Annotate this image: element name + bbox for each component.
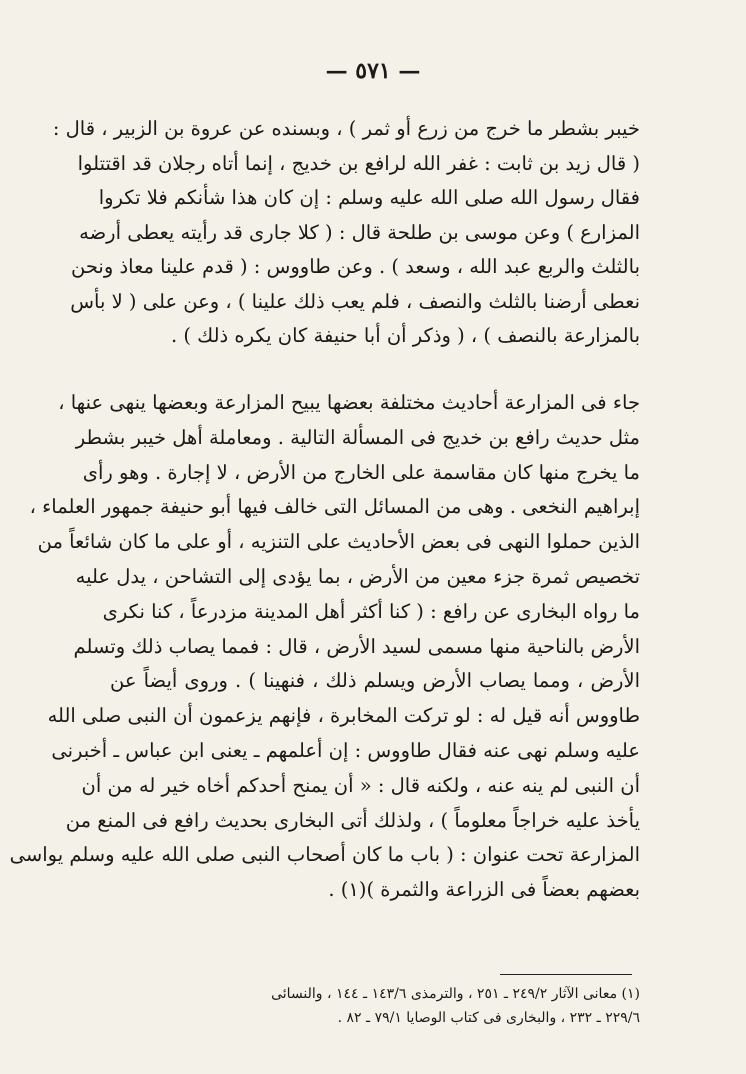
text-line: الأرض ، ومما يصاب الأرض ويسلم ذلك ، فنهينا ) . وروى أيضاً عن — [110, 669, 640, 693]
text-line: ما يخرج منها كان مقاسمة على الخارج من الأرض ، لا إجارة . وهو رأى — [82, 460, 640, 484]
footnote-line: ٢٢٩/٦ ـ ٢٣٢ ، والبخارى فى كتاب الوصايا ٧٩/١ ـ ٨٢ . — [337, 1010, 640, 1026]
text-line: بعضهم بعضاً فى الزراعة والثمرة )(١) . — [328, 878, 640, 902]
text-line: بالثلث والربع عبد الله ، وسعد ) . وعن طاووس : ( قدم علينا معاذ ونحن — [71, 255, 640, 278]
text-line: طاووس أنه قيل له : لو تركت المخابرة ، فإنهم يزعمون أن النبى صلى الله — [47, 704, 640, 728]
page-number: — ٥٧١ — — [325, 58, 421, 84]
text-line: المزارع ) وعن موسى بن طلحة قال : ( كلا جارى قد رأيته يعطى أرضه — [79, 220, 640, 244]
paragraph-hadith-citations — [52, 112, 640, 354]
text-line: إبراهيم النخعى . وهى من المسائل التى خالف فيها أبو حنيفة جمهور العلماء ، — [29, 495, 640, 519]
text-line: أن النبى لم ينه عنه ، ولكنه قال : « أن يمنح أحدكم أخاه خير له من أن — [81, 773, 640, 797]
footnote-divider — [500, 974, 632, 975]
text-line: يأخذ عليه خراجاً معلوماً ) ، ولذلك أتى البخارى بحديث رافع فى المنع من — [65, 808, 640, 832]
text-line: نعطى أرضنا بالثلث والنصف ، فلم يعب ذلك علينا ) ، وعن على ( لا بأس — [70, 289, 640, 313]
text-line: عليه وسلم نهى عنه فقال طاووس : إن أعلمهم ـ يعنى ابن عباس ـ أخبرنى — [51, 738, 640, 762]
footnote — [110, 982, 640, 1030]
paragraph-commentary — [9, 386, 640, 908]
text-line: ( قال زيد بن ثابت : غفر الله لرافع بن خديج ، إنما أتاه رجلان قد اقتتلوا — [77, 151, 640, 175]
text-line: جاء فى المزارعة أحاديث مختلفة بعضها يبيح المزارعة وبعضها ينهى عنها ، — [58, 391, 640, 414]
text-line: خيبر بشطر ما خرج من زرع أو ثمر ) ، وبسنده عن عروة بن الزبير ، قال : — [52, 117, 640, 140]
text-line: الذين حملوا النهى فى بعض الأحاديث على التنزيه ، أو على ما كان شائعاً من — [37, 530, 640, 554]
text-line: بالمزارعة بالنصف ) ، ( وذكر أن أبا حنيفة كان يكره ذلك ) . — [170, 324, 640, 347]
text-line: الأرض بالناحية منها مسمى لسيد الأرض ، قال : فمما يصاب ذلك وتسلم — [73, 634, 640, 658]
text-line: فقال رسول الله صلى الله عليه وسلم : إن كان هذا شأنكم فلا تكروا — [98, 186, 640, 209]
text-line: ما رواه البخارى عن رافع : ( كنا أكثر أهل المدينة مزدرعاً ، كنا نكرى — [102, 599, 640, 623]
footnote-line: (١) معانى الآثار ٢٤٩/٢ ـ ٢٥١ ، والترمذى ١٤٣/٦ ـ ١٤٤ ، والنسائى — [271, 986, 640, 1002]
text-line: المزارعة تحت عنوان : ( باب ما كان أصحاب النبى صلى الله عليه وسلم يواسى — [9, 843, 640, 867]
text-line: مثل حديث رافع بن خديج فى المسألة التالية . ومعاملة أهل خيبر بشطر — [75, 425, 640, 449]
text-line: تخصيص ثمرة جزء معين من الأرض ، بما يؤدى إلى التشاحن ، يدل عليه — [75, 564, 640, 588]
